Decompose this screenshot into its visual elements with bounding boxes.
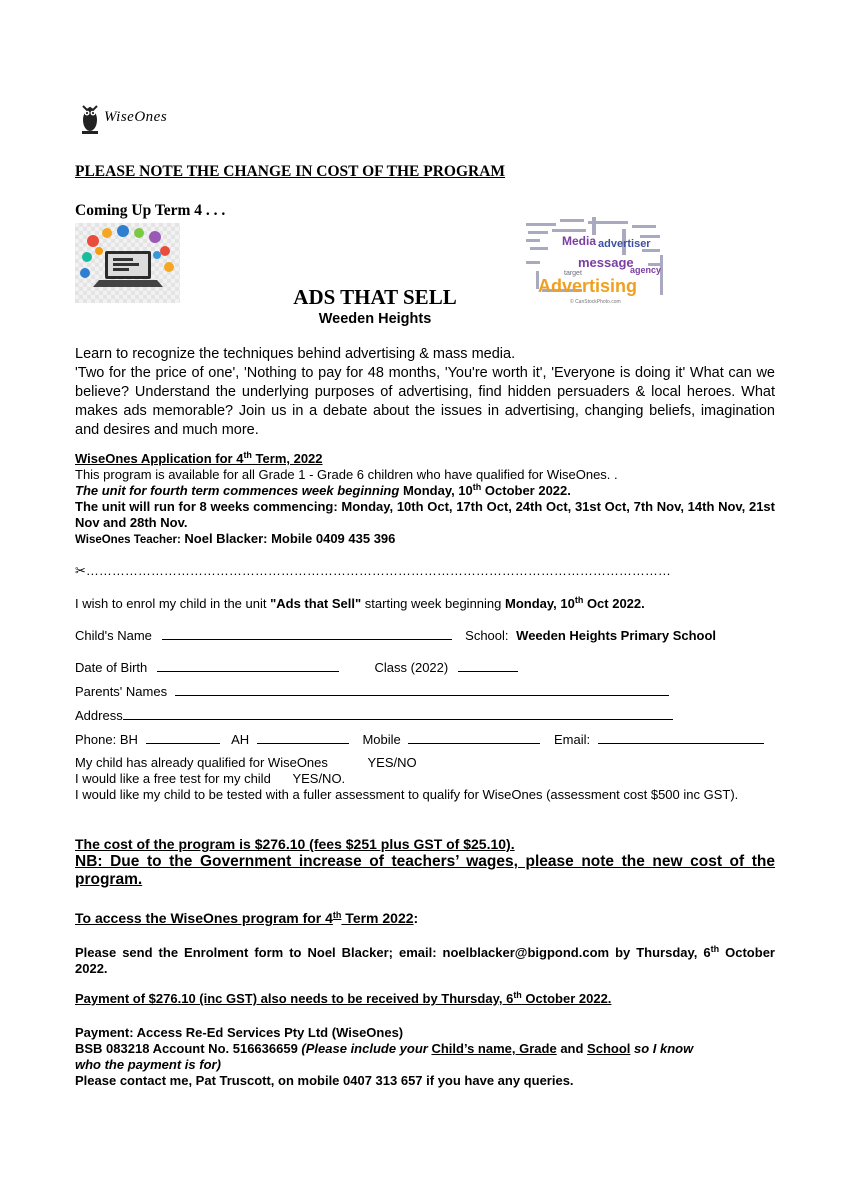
parents-label: Parents' Names xyxy=(75,684,168,699)
send-form-text xyxy=(75,945,775,977)
phone-ah-field[interactable] xyxy=(257,731,349,744)
parents-field[interactable] xyxy=(175,683,669,696)
payment-note: Child’s name, Grade xyxy=(431,1041,557,1056)
access-heading-colon: : xyxy=(413,910,419,926)
commence-date: Monday, 10 xyxy=(399,483,473,498)
class-label: Class (2022) xyxy=(374,660,449,675)
cut-line: ✂……………………………………………………………………………………………………………………… xyxy=(75,563,671,578)
wordcloud-word: agency xyxy=(630,265,662,275)
mobile-label: Mobile xyxy=(362,732,401,747)
enrol-statement xyxy=(75,596,645,612)
payment-note: and xyxy=(556,1041,588,1056)
intro-line: Learn to recognize the techniques behind advertising & mass media. xyxy=(75,346,516,362)
availability-text: This program is available for all Grade 1 - Grade 6 children who have qualified for WiseOnes. . xyxy=(75,467,618,482)
address-field[interactable] xyxy=(123,707,673,720)
teacher-line xyxy=(75,531,775,548)
access-heading-text: Term 2022 xyxy=(341,910,414,926)
ordinal-suffix: th xyxy=(574,595,584,605)
child-name-field[interactable] xyxy=(162,627,452,640)
application-section xyxy=(75,451,775,548)
application-heading-text: WiseOnes Application for 4 xyxy=(75,451,244,466)
payment-bsb xyxy=(75,1041,715,1073)
mobile-field[interactable] xyxy=(408,731,540,744)
dob-field[interactable] xyxy=(157,659,339,672)
weeks-text: The unit will run for 8 weeks commencing: Monday, 10th Oct, 17th Oct, 24th Oct, 31st Oct, 7th Nov, 14th Nov, 21st Nov and 28th Nov. xyxy=(75,499,775,530)
class-field[interactable] xyxy=(458,659,518,672)
wordcloud-credit: © CanStockPhoto.com xyxy=(570,299,621,305)
address-row xyxy=(75,707,673,724)
dob-row xyxy=(75,659,518,676)
parents-row xyxy=(75,683,669,700)
send-form-part: Please send the Enrolment form to Noel Blacker; email: noelblacker@bigpond.com by Thursday, 6 xyxy=(75,945,711,960)
access-heading xyxy=(75,910,418,926)
application-heading xyxy=(75,451,775,467)
cost-nb: NB: Due to the Government increase of teachers’ wages, please note the new cost of the program. xyxy=(75,853,775,888)
payment-deadline xyxy=(75,991,611,1007)
dob-label: Date of Birth xyxy=(75,660,148,675)
email-label: Email: xyxy=(553,732,591,747)
wordcloud-word: advertiser xyxy=(598,238,651,250)
wordcloud-title: Advertising xyxy=(538,276,638,296)
laptop-media-icon xyxy=(75,223,180,303)
free-test-row xyxy=(75,771,345,787)
payment-note: so I know who the payment is for) xyxy=(75,1041,694,1072)
payment-account: Payment: Access Re-Ed Services Pty Ltd (WiseOnes) xyxy=(75,1025,404,1040)
child-name-row xyxy=(75,627,716,644)
teacher-value: Noel Blacker: Mobile 0409 435 396 xyxy=(180,531,396,546)
program-title: ADS THAT SELL xyxy=(293,285,457,309)
media-icons-image xyxy=(75,223,180,303)
qualified-label: My child has already qualified for WiseOnes xyxy=(75,755,328,770)
phone-bh-field[interactable] xyxy=(146,731,220,744)
ordinal-suffix: th xyxy=(710,944,720,954)
free-test-yes-no[interactable]: YES/NO. xyxy=(292,771,346,786)
change-notice: PLEASE NOTE THE CHANGE IN COST OF THE PROGRAM xyxy=(75,163,506,180)
enrol-unit: "Ads that Sell" xyxy=(270,596,362,611)
logo-text: WiseOnes xyxy=(104,109,168,125)
enrol-date: Monday, 10 xyxy=(504,596,575,611)
payment-note: School xyxy=(587,1041,631,1056)
intro-paragraph xyxy=(75,345,775,440)
fuller-test-text: I would like my child to be tested with a fuller assessment to qualify for WiseOnes (assessment cost $500 inc GST). xyxy=(75,787,739,802)
ordinal-suffix: th xyxy=(472,482,482,492)
commence-date: October 2022. xyxy=(481,483,571,498)
enrol-text: starting week beginning xyxy=(361,596,505,611)
phone-bh-label: Phone: BH xyxy=(75,732,138,747)
wordcloud-word: Media xyxy=(562,234,597,248)
address-label: Address xyxy=(75,708,123,723)
ordinal-suffix: th xyxy=(332,910,342,920)
teacher-label: WiseOnes Teacher: xyxy=(75,534,181,546)
coming-up-heading: Coming Up Term 4 . . . xyxy=(75,202,226,219)
enrol-text: I wish to enrol my child in the unit xyxy=(75,596,271,611)
email-field[interactable] xyxy=(598,731,764,744)
ordinal-suffix: th xyxy=(513,990,522,1000)
free-test-label: I would like a free test for my child xyxy=(75,771,271,786)
school-label: School: xyxy=(465,628,509,643)
qualified-row xyxy=(75,755,417,771)
cost-line: The cost of the program is $276.10 (fees $251 plus GST of $25.10). xyxy=(75,836,515,852)
contact-line: Please contact me, Pat Truscott, on mobile 0407 313 657 if you have any queries. xyxy=(75,1073,574,1088)
child-name-label: Child's Name xyxy=(75,628,152,643)
payment-note: (Please include your xyxy=(301,1041,432,1056)
intro-body: 'Two for the price of one', 'Nothing to pay for 48 months, 'You're worth it', 'Everyone is doing it' What can we believe? Understand the underlying purposes of advertising, find hidden persuaders & local heroes. What makes ads memorable? Join us in a debate about the issues in advertising, changing beliefs, imagination and desires and much more. xyxy=(75,365,775,438)
wiseones-logo xyxy=(80,100,175,136)
program-subtitle: Weeden Heights xyxy=(318,311,432,327)
school-value: Weeden Heights Primary School xyxy=(516,628,717,643)
payment-deadline-text: Payment of $276.10 (inc GST) also needs to be received by Thursday, 6 xyxy=(75,991,514,1006)
wordcloud-word: message xyxy=(578,255,634,270)
owl-icon xyxy=(80,100,100,136)
commence-label: The unit for fourth term commences week beginning xyxy=(75,483,400,498)
payment-deadline-text: October 2022. xyxy=(521,991,612,1006)
application-heading-text: Term, 2022 xyxy=(251,451,323,466)
bsb-text: BSB 083218 Account No. 516636659 xyxy=(75,1041,302,1056)
access-heading-text: To access the WiseOnes program for 4 xyxy=(75,910,333,926)
wordcloud-word: target xyxy=(564,270,582,277)
phone-ah-label: AH xyxy=(231,732,250,747)
payment-details xyxy=(75,1025,715,1089)
phone-row xyxy=(75,731,764,748)
qualified-yes-no[interactable]: YES/NO xyxy=(367,755,417,770)
ordinal-suffix: th xyxy=(243,450,252,460)
enrol-date: Oct 2022. xyxy=(583,596,645,611)
send-form-part: October 2022. xyxy=(75,945,775,976)
commence-text xyxy=(75,483,775,499)
